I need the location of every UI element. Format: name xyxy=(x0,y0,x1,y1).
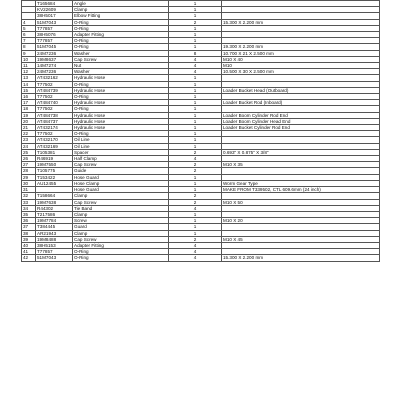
quantity-cell: 1 xyxy=(169,25,222,31)
remarks-cell: 15.300 X 2.200 mm xyxy=(222,19,380,25)
ref-number-cell: 21 xyxy=(22,125,36,131)
description-cell: O-Ring xyxy=(73,44,169,50)
ref-number-cell: 28 xyxy=(22,168,36,174)
description-cell: Hose Clamp xyxy=(73,180,169,186)
quantity-cell: 1 xyxy=(169,131,222,137)
remarks-cell: M10 X 35 xyxy=(222,162,380,168)
ref-number-cell: 6 xyxy=(22,32,36,38)
remarks-cell: 15.300 X 2.200 mm xyxy=(222,255,380,261)
ref-number-cell: 40 xyxy=(22,242,36,248)
ref-number-cell: 10 xyxy=(22,56,36,62)
ref-number-cell: 30 xyxy=(22,180,36,186)
remarks-cell: 10.500 X 30 X 2.500 mm xyxy=(222,69,380,75)
description-cell: O-Ring xyxy=(73,19,169,25)
ref-number-cell: 5 xyxy=(22,25,36,31)
quantity-cell: 1 xyxy=(169,87,222,93)
description-cell: O-Ring xyxy=(73,131,169,137)
description-cell: O-Ring xyxy=(73,38,169,44)
description-cell: O-Ring xyxy=(73,25,169,31)
part-number-cell: 19M7550 xyxy=(36,162,73,168)
remarks-cell: Loader Boom Cylinder Rod End xyxy=(222,112,380,118)
quantity-cell: 4 xyxy=(169,242,222,248)
ref-number-cell: 31 xyxy=(22,187,36,193)
quantity-cell: 4 xyxy=(169,205,222,211)
ref-number-cell: 19 xyxy=(22,112,36,118)
remarks-cell: 10.700 X 21 X 2.500 mm xyxy=(222,50,380,56)
quantity-cell: 1 xyxy=(169,174,222,180)
description-cell: Cap Screw xyxy=(73,56,169,62)
ref-number-cell: 26 xyxy=(22,156,36,162)
ref-number-cell: 9 xyxy=(22,50,36,56)
quantity-cell: 1 xyxy=(169,187,222,193)
description-cell: Hose Guard xyxy=(73,174,169,180)
description-cell: Clamp xyxy=(73,211,169,217)
quantity-cell: 1 xyxy=(169,44,222,50)
ref-number-cell: 18 xyxy=(22,106,36,112)
quantity-cell: 1 xyxy=(169,32,222,38)
ref-number-cell: 8 xyxy=(22,44,36,50)
parts-list-sheet xyxy=(21,0,379,262)
quantity-cell: 1 xyxy=(169,7,222,13)
part-number-cell: T77502 xyxy=(36,81,73,87)
ref-number-cell: 14 xyxy=(22,81,36,87)
ref-number-cell: 11 xyxy=(22,63,36,69)
remarks-cell: 0.693" X 0.875" X 3/8" xyxy=(222,149,380,155)
quantity-cell: 4 xyxy=(169,255,222,261)
quantity-cell: 4 xyxy=(169,69,222,75)
part-number-cell: AT484738 xyxy=(36,112,73,118)
description-cell: Oil Line xyxy=(73,137,169,143)
remarks-cell: 19.300 X 2.200 mm xyxy=(222,44,380,50)
quantity-cell: 2 xyxy=(169,19,222,25)
part-number-cell: T105381 xyxy=(36,149,73,155)
ref-number-cell: 20 xyxy=(22,118,36,124)
description-cell: Washer xyxy=(73,69,169,75)
part-number-cell: 24M7236 xyxy=(36,69,73,75)
ref-number-cell: 33 xyxy=(22,199,36,205)
part-number-cell: AT432162 xyxy=(36,75,73,81)
parts-table-body xyxy=(22,1,380,262)
quantity-cell: 4 xyxy=(169,249,222,255)
part-number-cell: 19M8637 xyxy=(36,56,73,62)
part-number-cell: T77502 xyxy=(36,94,73,100)
quantity-cell: 1 xyxy=(169,143,222,149)
quantity-cell: 1 xyxy=(169,118,222,124)
ref-number-cell: 36 xyxy=(22,218,36,224)
remarks-cell: Loader Bucket Head (Outboard) xyxy=(222,87,380,93)
description-cell: Angle xyxy=(73,1,169,7)
part-number-cell: AT432170 xyxy=(36,137,73,143)
ref-number-cell: 39 xyxy=(22,236,36,242)
part-number-cell: AT484740 xyxy=(36,100,73,106)
part-number-cell: T384445 xyxy=(36,224,73,230)
part-number-cell: 51M7043 xyxy=(36,19,73,25)
part-number-cell: T77857 xyxy=(36,249,73,255)
quantity-cell: 1 xyxy=(169,81,222,87)
description-cell: Washer xyxy=(73,50,169,56)
description-cell: Guide xyxy=(73,168,169,174)
parts-table xyxy=(21,0,380,262)
quantity-cell: 1 xyxy=(169,230,222,236)
description-cell: Cap Screw xyxy=(73,162,169,168)
ref-number-cell: 25 xyxy=(22,149,36,155)
part-number-cell: 38H5076 xyxy=(36,32,73,38)
quantity-cell: 1 xyxy=(169,94,222,100)
ref-number-cell: 7 xyxy=(22,38,36,44)
part-number-cell: AT432169 xyxy=(36,143,73,149)
part-number-cell: 38H5153 xyxy=(36,242,73,248)
part-number-cell: T105775 xyxy=(36,168,73,174)
ref-number-cell: 22 xyxy=(22,131,36,137)
part-number-cell: 24M7236 xyxy=(36,50,73,56)
part-number-cell: 51M7045 xyxy=(36,44,73,50)
quantity-cell: 2 xyxy=(169,193,222,199)
description-cell: Spacer xyxy=(73,149,169,155)
description-cell: Half Clamp xyxy=(73,156,169,162)
description-cell: Clamp xyxy=(73,7,169,13)
part-number-cell: R46919 xyxy=(36,156,73,162)
part-number-cell: 19M7784 xyxy=(36,218,73,224)
part-number-cell: T153422 xyxy=(36,174,73,180)
table-row xyxy=(22,255,380,261)
part-number-cell: AT432174 xyxy=(36,125,73,131)
quantity-cell: 1 xyxy=(169,224,222,230)
part-number-cell: 14M7274 xyxy=(36,63,73,69)
quantity-cell: 1 xyxy=(169,13,222,19)
description-cell: Guard xyxy=(73,224,169,230)
part-number-cell: R44302 xyxy=(36,205,73,211)
ref-number-cell: 15 xyxy=(22,87,36,93)
part-number-cell: 38H5017 xyxy=(36,13,73,19)
remarks-cell: M10 X 50 xyxy=(222,199,380,205)
description-cell: Hose Guard xyxy=(73,187,169,193)
ref-number-cell: 16 xyxy=(22,94,36,100)
remarks-cell: Loader Boom Cylinder Head End xyxy=(222,118,380,124)
description-cell: Hydraulic Hose xyxy=(73,87,169,93)
ref-number-cell: 12 xyxy=(22,69,36,75)
remarks-cell: Loader Bucket Cylinder Rod End xyxy=(222,125,380,131)
part-number-cell: T77857 xyxy=(36,25,73,31)
part-number-cell: T77502 xyxy=(36,106,73,112)
remarks-cell: M10 X 40 xyxy=(222,56,380,62)
part-number-cell: AU12455 xyxy=(36,180,73,186)
quantity-cell: 1 xyxy=(169,211,222,217)
quantity-cell: 1 xyxy=(169,100,222,106)
part-number-cell: 19M8488 xyxy=(36,236,73,242)
description-cell: Elbow Fitting xyxy=(73,13,169,19)
ref-number-cell: 41 xyxy=(22,249,36,255)
quantity-cell: 1 xyxy=(169,137,222,143)
description-cell: Adapter Fitting xyxy=(73,32,169,38)
part-number-cell: AT484737 xyxy=(36,118,73,124)
part-number-cell: T158664 xyxy=(36,193,73,199)
part-number-cell: T77857 xyxy=(36,38,73,44)
ref-number-cell: 34 xyxy=(22,205,36,211)
ref-number-cell: 37 xyxy=(22,224,36,230)
remarks-cell: Worm Gear Type xyxy=(222,180,380,186)
ref-number-cell: 24 xyxy=(22,143,36,149)
part-number-cell: AT484739 xyxy=(36,87,73,93)
ref-number-cell: 29 xyxy=(22,174,36,180)
ref-number-cell: 42 xyxy=(22,255,36,261)
quantity-cell: 1 xyxy=(169,112,222,118)
description-cell: Clamp xyxy=(73,193,169,199)
ref-number-cell: 35 xyxy=(22,211,36,217)
description-cell: Screw xyxy=(73,218,169,224)
quantity-cell: 4 xyxy=(169,56,222,62)
description-cell: Clamp xyxy=(73,230,169,236)
description-cell: Oil Line xyxy=(73,143,169,149)
description-cell: Hydraulic Hose xyxy=(73,118,169,124)
ref-number-cell: 38 xyxy=(22,230,36,236)
description-cell: Hydraulic Hose xyxy=(73,112,169,118)
part-number-cell: T77502 xyxy=(36,131,73,137)
description-cell: O-Ring xyxy=(73,94,169,100)
ref-number-cell: 13 xyxy=(22,75,36,81)
part-number-cell: T165684 xyxy=(36,1,73,7)
part-number-cell: KV22609 xyxy=(36,7,73,13)
description-cell: Tie Band xyxy=(73,205,169,211)
description-cell: Hydraulic Hose xyxy=(73,75,169,81)
remarks-cell: M10 X 45 xyxy=(222,236,380,242)
remarks-cell: MAKE FROM T339502, CTL 609.6mm (24 inch) xyxy=(222,187,380,193)
description-cell: Hydraulic Hose xyxy=(73,100,169,106)
quantity-cell: 1 xyxy=(169,180,222,186)
quantity-cell: 2 xyxy=(169,236,222,242)
part-number-cell: 19M7638 xyxy=(36,199,73,205)
quantity-cell: 1 xyxy=(169,218,222,224)
quantity-cell: 1 xyxy=(169,125,222,131)
quantity-cell: 1 xyxy=(169,75,222,81)
quantity-cell: 8 xyxy=(169,50,222,56)
description-cell: O-Ring xyxy=(73,255,169,261)
part-number-cell: 51M7043 xyxy=(36,255,73,261)
quantity-cell: 2 xyxy=(169,162,222,168)
description-cell: Nut xyxy=(73,63,169,69)
quantity-cell: 1 xyxy=(169,38,222,44)
quantity-cell: 2 xyxy=(169,199,222,205)
description-cell: Cap Screw xyxy=(73,236,169,242)
remarks-cell: M10 xyxy=(222,63,380,69)
quantity-cell: 2 xyxy=(169,168,222,174)
part-number-cell: T217586 xyxy=(36,211,73,217)
ref-number-cell: 32 xyxy=(22,193,36,199)
ref-number-cell: 23 xyxy=(22,137,36,143)
ref-number-cell: 27 xyxy=(22,162,36,168)
quantity-cell: 4 xyxy=(169,156,222,162)
ref-number-cell: 4 xyxy=(22,19,36,25)
quantity-cell: 2 xyxy=(169,149,222,155)
description-cell: O-Ring xyxy=(73,249,169,255)
description-cell: Hydraulic Hose xyxy=(73,125,169,131)
quantity-cell: 1 xyxy=(169,106,222,112)
part-number-cell: AR21943 xyxy=(36,230,73,236)
description-cell: Adapter Fitting xyxy=(73,242,169,248)
quantity-cell: 4 xyxy=(169,63,222,69)
remarks-cell: M10 X 20 xyxy=(222,218,380,224)
ref-number-cell: 17 xyxy=(22,100,36,106)
description-cell: Cap Screw xyxy=(73,199,169,205)
description-cell: O-Ring xyxy=(73,106,169,112)
quantity-cell: 1 xyxy=(169,1,222,7)
remarks-cell: Loader Bucket Rod (Inboard) xyxy=(222,100,380,106)
description-cell: O-Ring xyxy=(73,81,169,87)
